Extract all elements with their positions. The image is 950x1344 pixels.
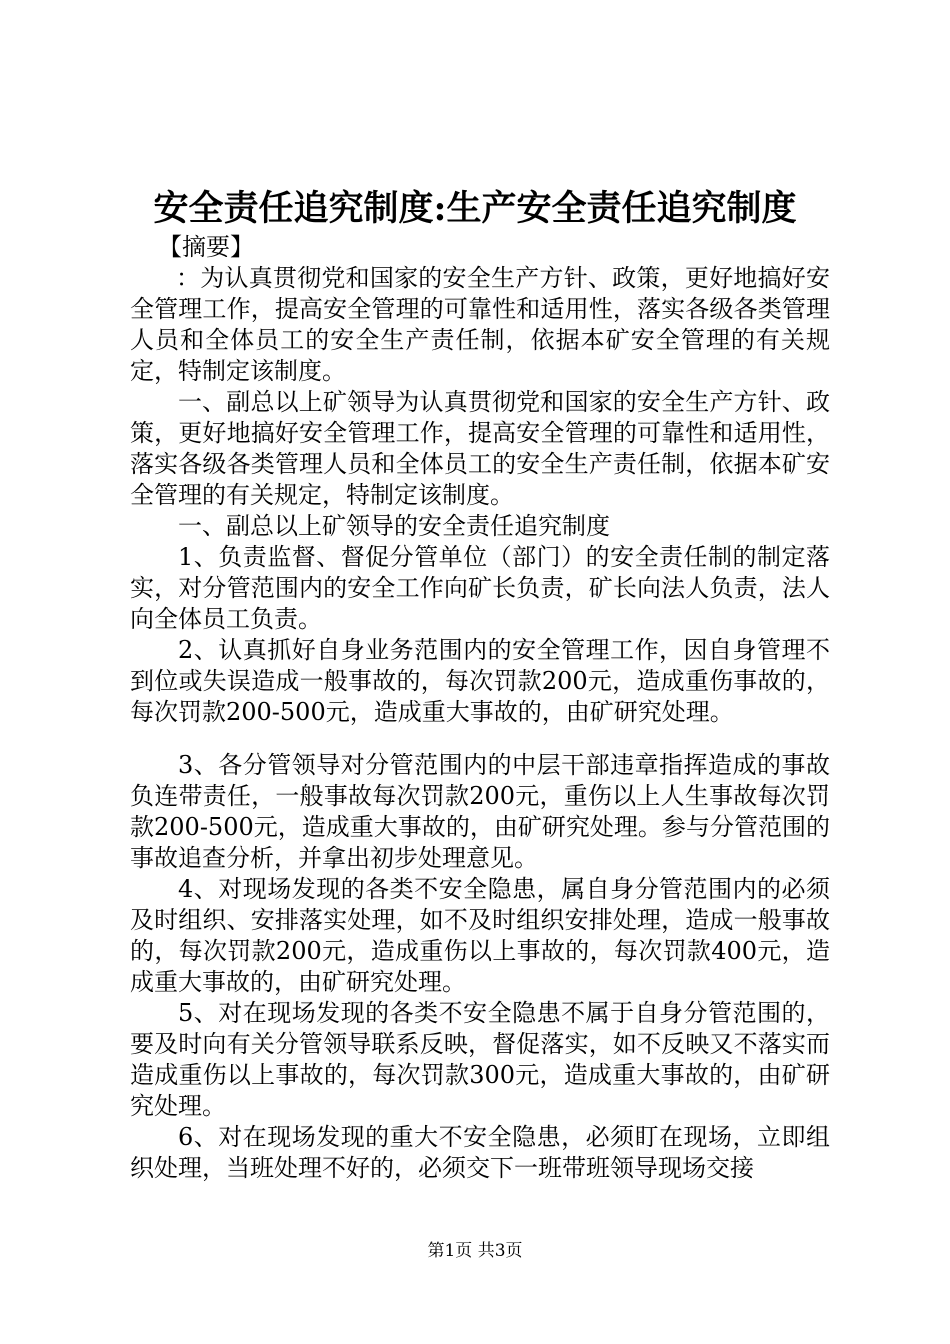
body-paragraph-1: 一、副总以上矿领导为认真贯彻党和国家的安全生产方针、政策，更好地搞好安全管理工作，提高安全管理的可靠性和适用性，落实各级各类管理人员和全体员工的安全生产责任制，依据本矿安全管理的有关规定，特制定该制度。 (130, 388, 830, 509)
clause-4: 4、对现场发现的各类不安全隐患，属自身分管范围内的必须及时组织、安排落实处理，如不及时组织安排处理，造成一般事故的，每次罚款200元，造成重伤以上事故的，每次罚款400元，造成重大事故的，由矿研究处理。 (130, 875, 830, 996)
clause-5: 5、对在现场发现的各类不安全隐患不属于自身分管范围的，要及时向有关分管领导联系反映，督促落实，如不反映又不落实而造成重伤以上事故的，每次罚款300元，造成重大事故的，由矿研究处理。 (130, 999, 830, 1120)
page-footer: 第1页 共3页 (427, 1241, 523, 1261)
clause-6: 6、对在现场发现的重大不安全隐患，必须盯在现场，立即组织处理，当班处理不好的，必须交下一班带班领导现场交接 (130, 1123, 830, 1182)
section-heading: 一、副总以上矿领导的安全责任追究制度 (178, 512, 610, 540)
clause-3: 3、各分管领导对分管范围内的中层干部违章指挥造成的事故负连带责任，一般事故每次罚款200元，重伤以上人生事故每次罚款200-500元，造成重大事故的，由矿研究处理。参与分管范围的事故追查分析，并拿出初步处理意见。 (130, 751, 830, 872)
clause-1: 1、负责监督、督促分管单位（部门）的安全责任制的制定落实，对分管范围内的安全工作向矿长负责，矿长向法人负责，法人向全体员工负责。 (130, 543, 830, 633)
clause-2: 2、认真抓好自身业务范围内的安全管理工作，因自身管理不到位或失误造成一般事故的，每次罚款200元，造成重伤事故的，每次罚款200-500元，造成重大事故的，由矿研究处理。 (130, 636, 830, 726)
document-body (130, 232, 830, 1184)
document-title: 安全责任追究制度:生产安全责任追究制度 (153, 188, 797, 229)
abstract-label: 【摘要】 (158, 233, 254, 261)
abstract-paragraph: ：为认真贯彻党和国家的安全生产方针、政策，更好地搞好安全管理工作，提高安全管理的可靠性和适用性，落实各级各类管理人员和全体员工的安全生产责任制，依据本矿安全管理的有关规定，特制定该制度。 (130, 264, 830, 385)
